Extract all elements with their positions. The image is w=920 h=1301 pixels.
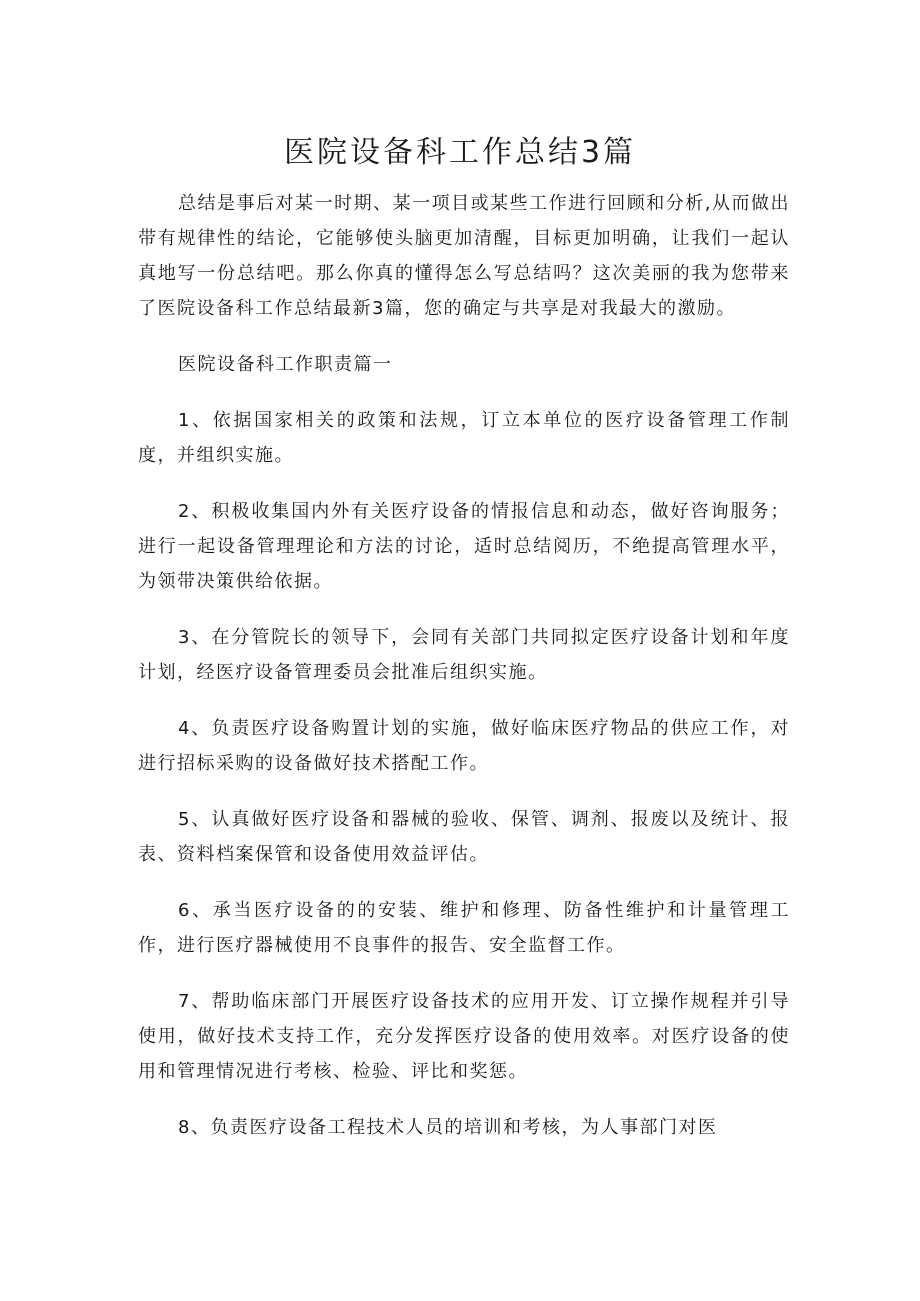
section-heading: 医院设备科工作职责篇一 xyxy=(178,354,393,375)
duty-item-7: 7、帮助临床部门开展医疗设备技术的应用开发、订立操作规程并引导使用，做好技术支持工作，充分发挥医疗设备的使用效率。对医疗设备的使用和管理情况进行考核、检验、评比和奖惩。 xyxy=(138,991,790,1082)
duty-item-2: 2、积极收集国内外有关医疗设备的情报信息和动态，做好咨询服务；进行一起设备管理理论和方法的讨论，适时总结阅历，不绝提高管理水平，为领带决策供给依据。 xyxy=(138,501,790,592)
duty-item-8: 8、负责医疗设备工程技术人员的培训和考核，为人事部门对医 xyxy=(178,1117,718,1138)
document-body xyxy=(138,186,790,1166)
duty-item-5: 5、认真做好医疗设备和器械的验收、保管、调剂、报废以及统计、报表、资料档案保管和设备使用效益评估。 xyxy=(138,809,790,865)
duty-item-3: 3、在分管院长的领导下，会同有关部门共同拟定医疗设备计划和年度计划，经医疗设备管理委员会批准后组织实施。 xyxy=(138,627,790,683)
duty-item-1: 1、依据国家相关的政策和法规，订立本单位的医疗设备管理工作制度，并组织实施。 xyxy=(138,410,790,466)
intro-paragraph: 总结是事后对某一时期、某一项目或某些工作进行回顾和分析,从而做出带有规律性的结论，它能够使头脑更加清醒，目标更加明确，让我们一起认真地写一份总结吧。那么你真的懂得怎么写总结吗？这次美丽的我为您带来了医院设备科工作总结最新3篇，您的确定与共享是对我最大的激励。 xyxy=(138,193,790,319)
duty-item-4: 4、负责医疗设备购置计划的实施，做好临床医疗物品的供应工作，对进行招标采购的设备做好技术搭配工作。 xyxy=(138,718,790,774)
page-title: 医院设备科工作总结3篇 xyxy=(283,135,637,171)
duty-item-6: 6、承当医疗设备的的安装、维护和修理、防备性维护和计量管理工作，进行医疗器械使用不良事件的报告、安全监督工作。 xyxy=(138,900,790,956)
